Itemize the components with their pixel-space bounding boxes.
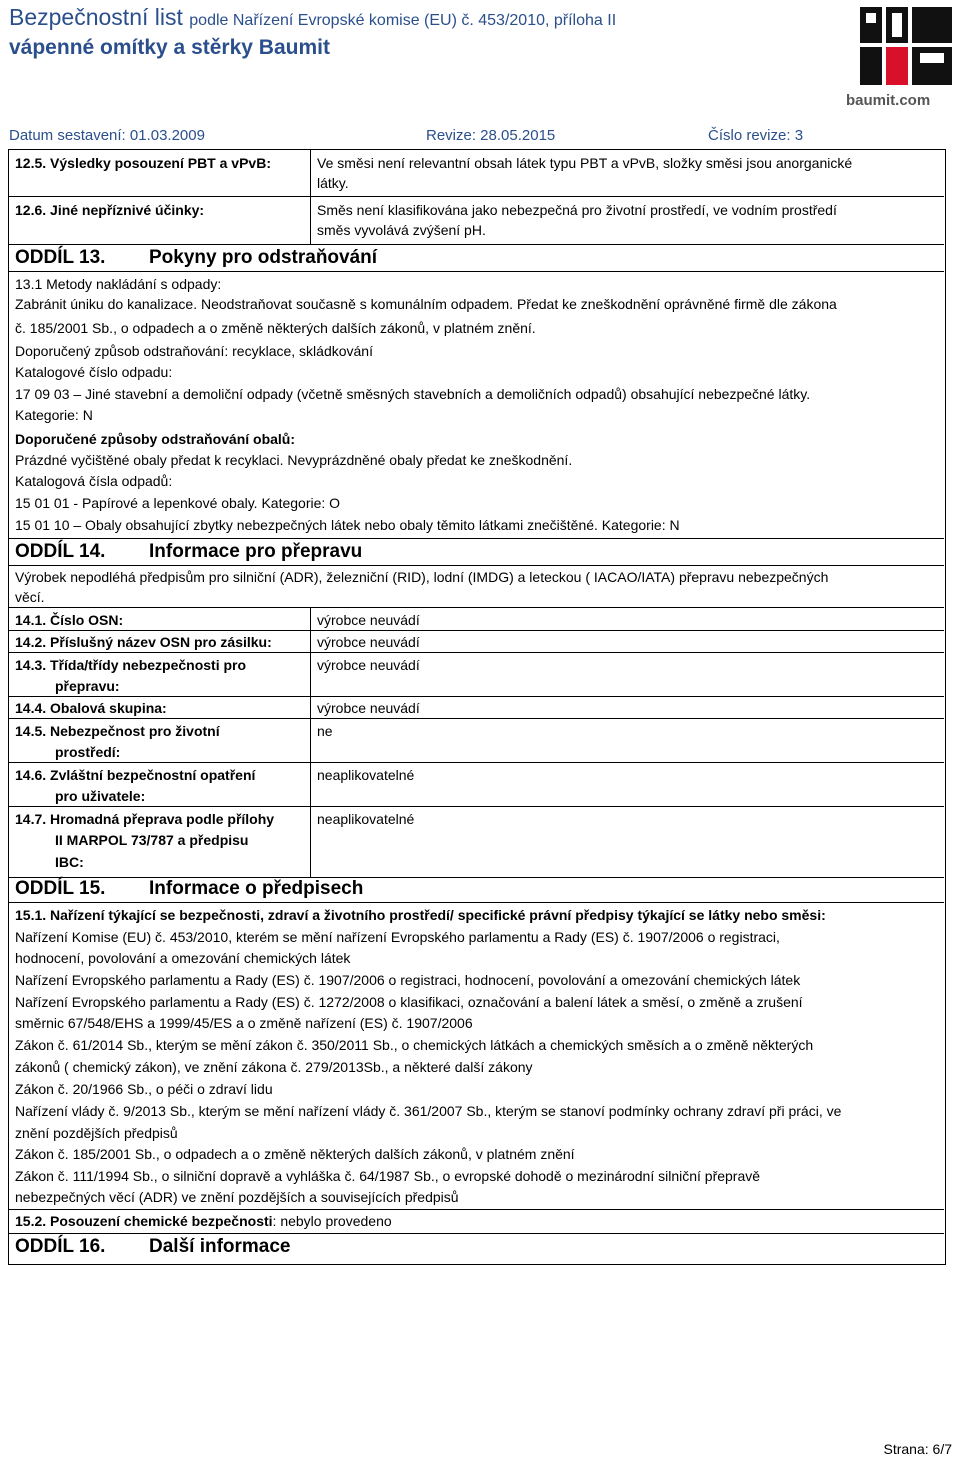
- s13-line-10: Katalogová čísla odpadů:: [15, 473, 173, 489]
- s15-2-rule: [9, 1209, 944, 1210]
- section-15-title: Informace o předpisech: [149, 878, 364, 899]
- s15-rule: [9, 902, 944, 903]
- s14-row-value: ne: [317, 723, 333, 739]
- s13-line-5: Katalogové číslo odpadu:: [15, 364, 173, 380]
- s14-table-rule-2: [9, 652, 944, 653]
- s12-6-value-line1: Směs není klasifikována jako nebezpečná pro životní prostředí, ve vodním prostředí: [317, 202, 837, 218]
- s15-line: Zákon č. 111/1994 Sb., o silniční dopravě a vyhláška č. 64/1987 Sb., o evropské dohodě o mezinárodní silniční přepravě: [15, 1168, 761, 1184]
- s15-2-result: : nebylo provedeno: [272, 1213, 392, 1229]
- s15-line: znění pozdějších předpisů: [15, 1125, 178, 1141]
- s15-line: Nařízení Evropského parlamentu a Rady (ES) č. 1272/2008 o klasifikaci, označování a balení látek a směsí, o změně a zrušení: [15, 994, 803, 1010]
- s14-rule: [9, 565, 944, 566]
- s13-line-8: Doporučené způsoby odstraňování obalů:: [15, 431, 296, 447]
- section-16-number: ODDÍL 16.: [15, 1236, 106, 1257]
- section-15-number: ODDÍL 15.: [15, 878, 106, 899]
- s14-row-label: 14.6. Zvláštní bezpečnostní opatření: [15, 767, 256, 783]
- s14-intro-1: Výrobek nepodléhá předpisům pro silniční (ADR), železniční (RID), lodní (IMDG) a leteckou ( IACAO/IATA) přepravu nebezpečných: [15, 569, 829, 585]
- s14-row-label: 14.2. Příslušný název OSN pro zásilku:: [15, 634, 272, 650]
- s14-row-value: výrobce neuvádí: [317, 634, 420, 650]
- s15-line: Nařízení vlády č. 9/2013 Sb., kterým se mění nařízení vlády č. 361/2007 Sb., kterým se stanoví podmínky ochrany zdraví při práci, ve: [15, 1103, 842, 1119]
- s13-line-4: Doporučený způsob odstraňování: recyklace, skládkování: [15, 343, 373, 359]
- s14-table-rule-4: [9, 718, 944, 719]
- s14-row-label-cont: prostředí:: [55, 744, 121, 760]
- title-regulation: podle Nařízení Evropské komise (EU) č. 453/2010, příloha II: [189, 12, 617, 29]
- s15-1-heading: 15.1. Nařízení týkající se bezpečnosti, zdraví a životního prostředí/ specifické právní předpisy týkající se látky nebo směsi:: [15, 907, 826, 923]
- s12-rule-1: [9, 196, 944, 197]
- s14-table-rule-6: [9, 806, 944, 807]
- s13-line-2: Zabránit úniku do kanalizace. Neodstraňovat současně s komunálním odpadem. Předat ke zneškodnění oprávněné firmě dle zákona: [15, 296, 837, 312]
- logo-url: baumit.com: [846, 92, 931, 109]
- s15-2-line: [15, 1211, 950, 1231]
- s12-5-value-line2: látky.: [317, 175, 349, 191]
- s16-rule-top: [9, 1233, 944, 1234]
- s15-line: Zákon č. 20/1966 Sb., o péči o zdraví lidu: [15, 1081, 273, 1097]
- s14-row-value: výrobce neuvádí: [317, 700, 420, 716]
- s14-table-rule-3: [9, 696, 944, 697]
- section-15-heading: [15, 878, 364, 900]
- s14-row-value: výrobce neuvádí: [317, 657, 420, 673]
- revision-number: Číslo revize: 3: [708, 127, 804, 144]
- section-14-heading: [15, 541, 363, 563]
- s13-line-7: Kategorie: N: [15, 407, 93, 423]
- product-name: vápenné omítky a stěrky Baumit: [9, 36, 330, 59]
- s15-line: Zákon č. 61/2014 Sb., kterým se mění zákon č. 350/2011 Sb., o chemických látkách a chemických směsích a o změně některých: [15, 1037, 814, 1053]
- s14-row-label-cont: II MARPOL 73/787 a předpisu: [55, 832, 249, 848]
- s14-table-rule-5: [9, 762, 944, 763]
- s13-line-6: 17 09 03 – Jiné stavební a demoliční odpady (včetně směsných stavebních a demoličních odpadů) obsahující nebezpečné látky.: [15, 386, 811, 402]
- s15-line: zákonů ( chemický zákon), ve znění zákona č. 279/2013Sb., a některé další zákony: [15, 1059, 533, 1075]
- s15-line: hodnocení, povolování a omezování chemických látek: [15, 950, 351, 966]
- s13-line-1: 13.1 Metody nakládání s odpady:: [15, 276, 222, 292]
- s15-2-heading: 15.2. Posouzení chemické bezpečnosti: [15, 1213, 273, 1229]
- s14-row-value: neaplikovatelné: [317, 811, 415, 827]
- s14-rule-top: [9, 538, 944, 539]
- s15-line: nebezpečných věcí (ADR) ve znění pozdějších a souvisejících předpisů: [15, 1189, 459, 1205]
- baumit-logo: [852, 3, 956, 89]
- date-created: Datum sestavení: 01.03.2009: [9, 127, 205, 144]
- s15-line: Nařízení Evropského parlamentu a Rady (ES) č. 1907/2006 o registraci, hodnocení, povolování a omezování chemických látek: [15, 972, 801, 988]
- s13-line-11: 15 01 01 - Papírové a lepenkové obaly. Kategorie: O: [15, 495, 341, 511]
- s14-table-rule-0: [9, 607, 944, 608]
- section-14-number: ODDÍL 14.: [15, 541, 106, 562]
- s12-5-value: [317, 153, 937, 193]
- s13-line-3: č. 185/2001 Sb., o odpadech a o změně některých dalších zákonů, v platném znění.: [15, 320, 536, 336]
- s12-5-value-line1: Ve směsi není relevantní obsah látek typu PBT a vPvB, složky směsi jsou anorganické: [317, 155, 853, 171]
- s15-line: Zákon č. 185/2001 Sb., o odpadech a o změně některých dalších zákonů, v platném znění: [15, 1146, 575, 1162]
- s13-rule: [9, 271, 944, 272]
- s14-row-value: výrobce neuvádí: [317, 612, 420, 628]
- s15-line: směrnic 67/548/EHS a 1999/45/ES a o změně nařízení (ES) č. 1907/2006: [15, 1015, 473, 1031]
- s13-line-12: 15 01 10 – Obaly obsahující zbytky nebezpečných látek nebo obaly těmito látkami znečištěné. Kategorie: N: [15, 517, 680, 533]
- s14-intro-2: věcí.: [15, 589, 45, 605]
- section-13-heading: [15, 247, 378, 269]
- s12-divider: [310, 150, 311, 245]
- s14-row-label-cont: pro uživatele:: [55, 788, 146, 804]
- s14-row-label: 14.3. Třída/třídy nebezpečnosti pro: [15, 657, 247, 673]
- section-16-title: Další informace: [149, 1236, 291, 1257]
- s12-6-label: 12.6. Jiné nepříznivé účinky:: [15, 202, 205, 218]
- s14-row-label: 14.4. Obalová skupina:: [15, 700, 167, 716]
- page-number: Strana: 6/7: [883, 1441, 952, 1457]
- s14-table-rule-1: [9, 630, 944, 631]
- section-16-heading: [15, 1236, 291, 1258]
- s14-row-label-cont: přepravu:: [55, 678, 120, 694]
- s14-row-value: neaplikovatelné: [317, 767, 415, 783]
- revision-date: Revize: 28.05.2015: [426, 127, 556, 144]
- s15-line: Nařízení Komise (EU) č. 453/2010, kterém se mění nařízení Evropského parlamentu a Rady (ES) č. 1907/2006 o registraci,: [15, 929, 780, 945]
- title-main: Bezpečnostní list: [9, 4, 183, 30]
- s14-row-label: 14.7. Hromadná přeprava podle přílohy: [15, 811, 275, 827]
- section-13-number: ODDÍL 13.: [15, 247, 106, 268]
- s12-6-value: [317, 200, 937, 240]
- section-14-title: Informace pro přepravu: [149, 541, 363, 562]
- s12-5-label: 12.5. Výsledky posouzení PBT a vPvB:: [15, 155, 271, 171]
- s14-row-label: 14.1. Číslo OSN:: [15, 612, 124, 628]
- s12-rule-2: [9, 244, 944, 245]
- s13-line-9: Prázdné vyčištěné obaly předat k recyklaci. Nevyprázdněné obaly předat ke zneškodnění.: [15, 452, 573, 468]
- s14-table-divider: [310, 607, 311, 877]
- s12-6-value-line2: směs vyvolává zvýšení pH.: [317, 222, 486, 238]
- s14-row-label: 14.5. Nebezpečnost pro životní: [15, 723, 220, 739]
- s14-row-label-cont: IBC:: [55, 854, 84, 870]
- document-title: [9, 4, 616, 31]
- section-13-title: Pokyny pro odstraňování: [149, 247, 378, 268]
